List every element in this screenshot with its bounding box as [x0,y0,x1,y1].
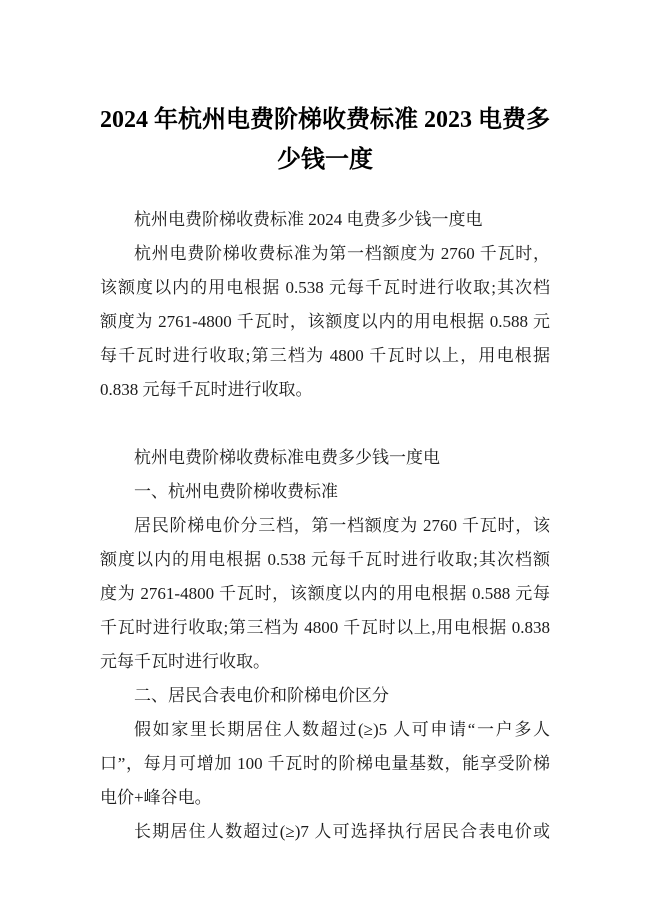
document-content [100,0,550,849]
paragraph-line: 居民阶梯电价分三档，第一档额度为 2760 千瓦时，该 [134,516,550,535]
paragraph-line: 该额度以内的用电根据 0.538 元每千瓦时进行收取;其次档 [100,278,550,297]
paragraph-line: 元每千瓦时进行收取。 [100,652,270,671]
paragraph-line: 杭州电费阶梯收费标准电费多少钱一度电 [134,448,440,467]
paragraph-line: 口”，每月可增加 100 千瓦时的阶梯电量基数，能享受阶梯 [100,754,550,773]
paragraph-line: 长期居住人数超过(≥)7 人可选择执行居民合表电价或 [134,822,550,841]
paragraph-line: 电价+峰谷电。 [100,788,212,807]
document-title [100,100,550,180]
paragraph-line: 度为 2761-4800 千瓦时，该额度以内的用电根据 0.588 元每 [100,584,550,603]
paragraph-line: 千瓦时进行收取;第三档为 4800 千瓦时以上,用电根据 0.838 [100,618,550,637]
paragraph-line: 额度以内的用电根据 0.538 元每千瓦时进行收取;其次档额 [100,550,550,569]
paragraph-line: 0.838 元每千瓦时进行收取。 [100,380,313,399]
blank-line [100,407,550,441]
document-body [100,203,550,849]
paragraph-line: 假如家里长期居住人数超过(≥)5 人可申请“一户多人 [134,720,550,739]
paragraph-line: 一、杭州电费阶梯收费标准 [134,482,338,501]
paragraph-line: 杭州电费阶梯收费标准为第一档额度为 2760 千瓦时， [134,244,550,263]
paragraph-line: 二、居民合表电价和阶梯电价区分 [134,686,389,705]
title-line: 少钱一度 [277,147,373,173]
paragraph-line: 杭州电费阶梯收费标准 2024 电费多少钱一度电 [134,210,483,229]
title-line: 2024 年杭州电费阶梯收费标准 2023 电费多 [100,107,550,133]
paragraph-line: 额度为 2761-4800 千瓦时，该额度以内的用电根据 0.588 元 [100,312,550,331]
paragraph-line: 每千瓦时进行收取;第三档为 4800 千瓦时以上，用电根据 [100,346,550,365]
